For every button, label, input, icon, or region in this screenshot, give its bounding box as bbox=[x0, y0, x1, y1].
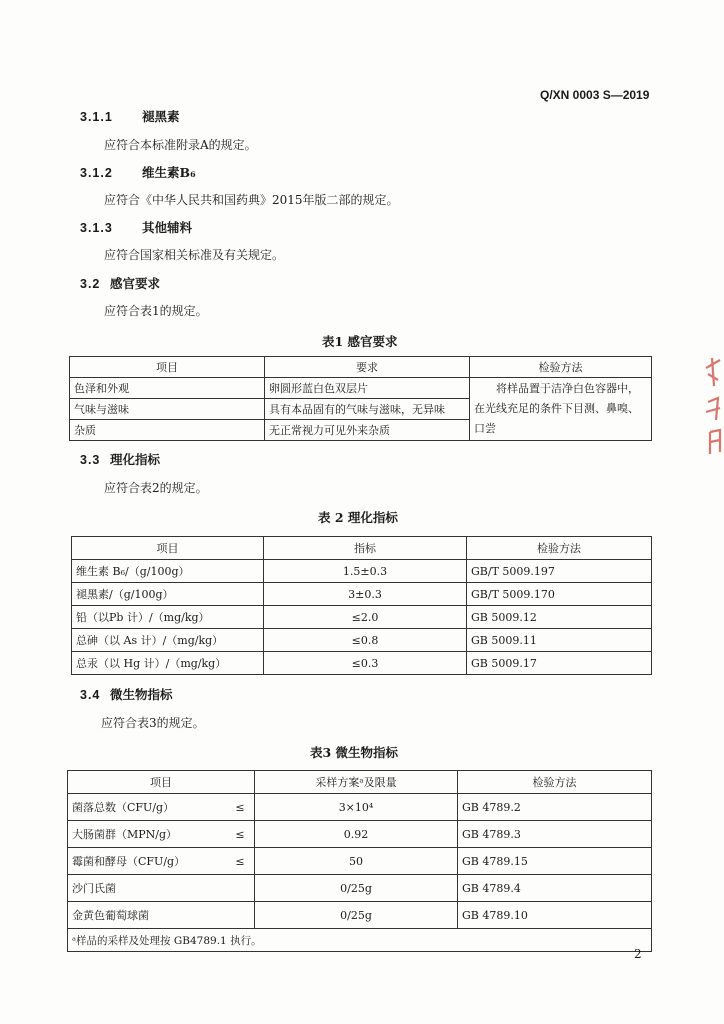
table-row: 金黄色葡萄球菌 0/25g GB 4789.10 bbox=[68, 902, 652, 929]
section-heading: 3.1.3 其他辅料 bbox=[80, 220, 193, 235]
table-header: 项目 bbox=[72, 537, 264, 560]
table-row: 沙门氏菌 0/25g GB 4789.4 bbox=[68, 875, 652, 902]
table-row: 大肠菌群（MPN/g） ≤ 0.92 GB 4789.3 bbox=[68, 821, 652, 848]
table1-sensory bbox=[69, 356, 652, 441]
table-row: 菌落总数（CFU/g） ≤ 3×10⁴ GB 4789.2 bbox=[68, 794, 652, 821]
section-text: 应符合本标准附录A的规定。 bbox=[104, 138, 257, 152]
table-header: 要求 bbox=[265, 357, 470, 378]
seal-icon bbox=[702, 350, 724, 460]
section-text: 应符合表1的规定。 bbox=[104, 304, 208, 318]
table-header: 检验方法 bbox=[458, 771, 652, 794]
section-text: 应符合表2的规定。 bbox=[104, 481, 208, 495]
table2-physchem bbox=[71, 536, 652, 675]
table-row: 铅（以Pb 计）/（mg/kg） ≤2.0 GB 5009.12 bbox=[72, 606, 652, 629]
table-row: 色泽和外观 卵圆形蓝白色双层片 将样品置于洁净白色容器中，在光线充足的条件下目测、鼻嗅、口尝 bbox=[70, 378, 652, 399]
section-text: 应符合国家相关标准及有关规定。 bbox=[104, 248, 285, 262]
table-header: 项目 bbox=[70, 357, 265, 378]
section-heading: 3.2 感官要求 bbox=[80, 276, 161, 291]
table-row: 杂质 无正常视力可见外来杂质 bbox=[70, 420, 652, 441]
section-heading: 3.4 微生物指标 bbox=[80, 687, 173, 702]
table-row: 总砷（以 As 计）/（mg/kg） ≤0.8 GB 5009.11 bbox=[72, 629, 652, 652]
document-code: Q/XN 0003 S—2019 bbox=[540, 88, 650, 102]
section-heading: 3.3 理化指标 bbox=[80, 452, 161, 467]
table-row: 褪黑素/（g/100g） 3±0.3 GB/T 5009.170 bbox=[72, 583, 652, 606]
section-text: 应符合《中华人民共和国药典》2015年版二部的规定。 bbox=[104, 193, 399, 207]
section-heading: 3.1.1 褪黑素 bbox=[80, 109, 180, 124]
table-footnote: ᵃ样品的采样及处理按 GB4789.1 执行。 bbox=[68, 929, 652, 952]
method-cell: 将样品置于洁净白色容器中，在光线充足的条件下目测、鼻嗅、口尝 bbox=[470, 378, 652, 441]
table-row: 维生素 B₆/（g/100g） 1.5±0.3 GB/T 5009.197 bbox=[72, 560, 652, 583]
table3-caption: 表3 微生物指标 bbox=[310, 745, 399, 760]
table-header: 检验方法 bbox=[470, 357, 652, 378]
page-number: 2 bbox=[634, 947, 642, 961]
table3-microbial bbox=[67, 770, 652, 952]
section-heading: 3.1.2 维生素B₆ bbox=[80, 165, 196, 180]
table2-caption: 表 2 理化指标 bbox=[318, 510, 398, 525]
section-text: 应符合表3的规定。 bbox=[101, 716, 205, 730]
table-header: 项目 bbox=[68, 771, 255, 794]
table-header: 采样方案ᵃ及限量 bbox=[255, 771, 458, 794]
table1-caption: 表1 感官要求 bbox=[322, 334, 398, 349]
table-row: 总汞（以 Hg 计）/（mg/kg） ≤0.3 GB 5009.17 bbox=[72, 652, 652, 675]
table-header: 检验方法 bbox=[467, 537, 652, 560]
table-header: 指标 bbox=[264, 537, 467, 560]
seal-stamp-fragment bbox=[702, 350, 724, 460]
table-row: 气味与滋味 具有本品固有的气味与滋味，无异味 bbox=[70, 399, 652, 420]
table-row: 霉菌和酵母（CFU/g） ≤ 50 GB 4789.15 bbox=[68, 848, 652, 875]
